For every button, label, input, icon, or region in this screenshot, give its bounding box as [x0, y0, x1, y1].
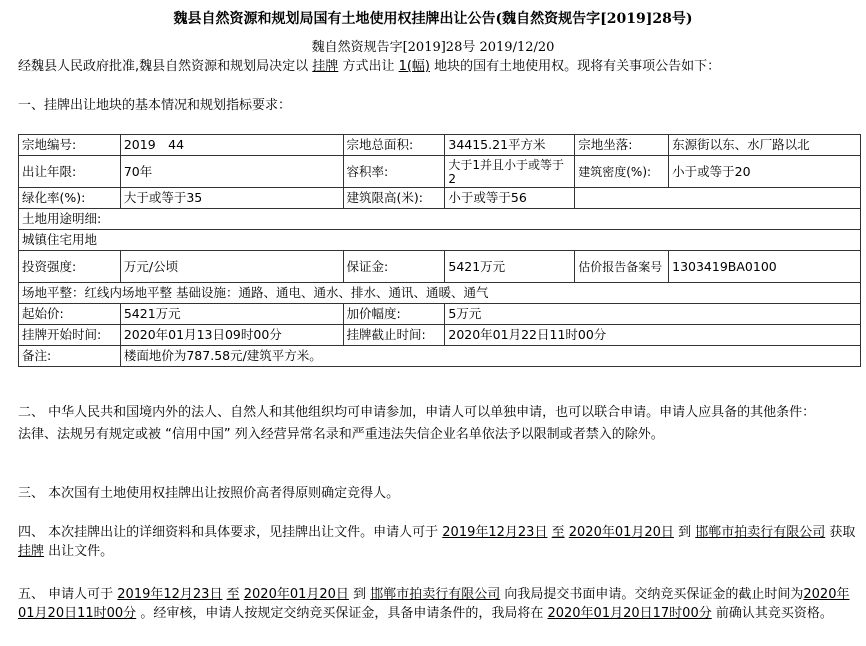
- section-5-text-4: 前确认其竞买资: [715, 606, 807, 621]
- table-label: 保证金:: [343, 251, 445, 283]
- table-value: 5万元: [445, 304, 861, 325]
- land-info-table: [18, 134, 861, 367]
- table-row: [19, 251, 861, 283]
- section-5-text-1: 五、 申请人可于: [18, 587, 114, 602]
- section-4-to: 至: [551, 525, 565, 540]
- section-1-heading: 一、挂牌出让地块的基本情况和规划指标要求：: [18, 98, 292, 113]
- page-title: 魏县自然资源和规划局国有土地使用权挂牌出让公告(魏自然资规告字[2019]28号): [173, 11, 693, 27]
- intro-paragraph: [18, 57, 858, 76]
- table-value: 34415.21平方米: [445, 135, 575, 156]
- table-row: [19, 346, 861, 367]
- section-4-method: 挂牌: [18, 544, 45, 559]
- section-4-end-date: 2020年01月20日: [568, 525, 674, 540]
- table-value: 2020年01月22日11时00分: [445, 325, 861, 346]
- table-value: 楼面地价为787.58元/建筑平方米。: [120, 346, 860, 367]
- section-2-exclusion: 法律、法规另有规定或被 “信用中国” 列入经营异常名录和严重违法失信企业名单依法予以限制或者禁入的除外。: [18, 427, 664, 442]
- section-4-paragraph: [18, 523, 858, 561]
- table-label: 出让年限:: [19, 156, 121, 188]
- table-row: [19, 209, 861, 230]
- section-5-at: 到: [353, 587, 367, 602]
- section-5-end-date: 2020年01月20日: [243, 587, 349, 602]
- section-5-to: 至: [226, 587, 240, 602]
- table-value: 5421万元: [120, 304, 343, 325]
- table-row: [19, 304, 861, 325]
- intro-count: 1(幅): [398, 59, 431, 74]
- section-5-text-2: 向我局提交书面申请。交纳竞买保证金的截止时间为: [504, 587, 804, 602]
- section-4-text-1: 四、 本次挂牌出让的详细资料和具体要求，见挂牌出让文件。申请人可于: [18, 525, 439, 540]
- table-label: 绿化率(%):: [19, 188, 121, 209]
- section-5-paragraph: [18, 585, 858, 623]
- table-label: 挂牌开始时间:: [19, 325, 121, 346]
- section-4-at: 到: [678, 525, 692, 540]
- table-label: 宗地总面积:: [343, 135, 445, 156]
- intro-method: 挂牌: [312, 59, 339, 74]
- table-value: 2020年01月13日09时00分: [120, 325, 343, 346]
- table-value: 1303419BA0100: [669, 251, 861, 283]
- section-5-deadline-year: 2020年: [803, 587, 850, 602]
- table-value: 小于或等于56: [445, 188, 575, 209]
- section-5-text-5: 格。: [806, 606, 833, 621]
- section-4-start-date: 2019年12月23日: [442, 525, 548, 540]
- section-4-place: 邯郸市拍卖行有限公司: [695, 525, 826, 540]
- table-value: 大于或等于35: [120, 188, 343, 209]
- section-5-start-date: 2019年12月23日: [117, 587, 223, 602]
- table-value: 5421万元: [445, 251, 575, 283]
- section-5-text-3: 。经审核，申请人按规定交纳竞买保证金，具备申请条件的，我局将在: [140, 606, 544, 621]
- table-row: [19, 188, 861, 209]
- table-label: 土地用途明细:: [19, 209, 861, 230]
- table-label: 建筑限高(米):: [343, 188, 445, 209]
- section-5-confirm-date: 2020年01月20日17时00分: [547, 606, 712, 621]
- intro-text-3: 地块的国有土地使用权。现将有关事项公告如下：: [434, 59, 721, 74]
- section-3-paragraph: 三、 本次国有土地使用权挂牌出让按照价高者得原则确定竞得人。: [18, 486, 400, 501]
- document-number-date: 魏自然资规告字[2019]28号 2019/12/20: [311, 40, 555, 55]
- table-row: [19, 283, 861, 304]
- section-5-deadline-time: 01月20日11时00分: [18, 606, 137, 621]
- table-row: [19, 230, 861, 251]
- table-label: 估价报告备案号: [575, 251, 669, 283]
- table-label: 备注:: [19, 346, 121, 367]
- table-value: 东源街以东、水厂路以北: [669, 135, 861, 156]
- table-label: 宗地坐落:: [575, 135, 669, 156]
- section-4-text-2: 获取: [829, 525, 856, 540]
- table-value: 场地平整：红线内场地平整 基础设施：通路、通电、通水、排水、通讯、通暖、通气: [19, 283, 861, 304]
- intro-text-1: 经魏县人民政府批准,魏县自然资源和规划局决定以: [18, 59, 309, 74]
- table-value: 70年: [120, 156, 343, 188]
- table-value: 2019 44: [120, 135, 343, 156]
- section-2-paragraph: [18, 403, 858, 444]
- table-value: 小于或等于20: [669, 156, 861, 188]
- table-value: 城镇住宅用地: [19, 230, 861, 251]
- table-label: 起始价:: [19, 304, 121, 325]
- section-4-text-3: 出让文件。: [48, 544, 114, 559]
- table-label: 建筑密度(%):: [575, 156, 669, 188]
- section-2-text: 二、 中华人民共和国境内外的法人、自然人和其他组织均可申请参加，申请人可以单独申请，也可以联合申请。申请人应具备的其他条件：: [18, 405, 816, 420]
- table-row: [19, 135, 861, 156]
- table-row: [19, 156, 861, 188]
- table-label: 容积率:: [343, 156, 445, 188]
- table-label: 挂牌截止时间:: [343, 325, 445, 346]
- table-value: 大于1并且小于或等于2: [445, 156, 575, 188]
- table-row: [19, 325, 861, 346]
- table-value: 万元/公顷: [120, 251, 343, 283]
- intro-text-2: 方式出让: [342, 59, 395, 74]
- table-label: 加价幅度:: [343, 304, 445, 325]
- table-label: 宗地编号:: [19, 135, 121, 156]
- table-empty-cell: [575, 188, 861, 209]
- section-5-place: 邯郸市拍卖行有限公司: [370, 587, 501, 602]
- table-label: 投资强度:: [19, 251, 121, 283]
